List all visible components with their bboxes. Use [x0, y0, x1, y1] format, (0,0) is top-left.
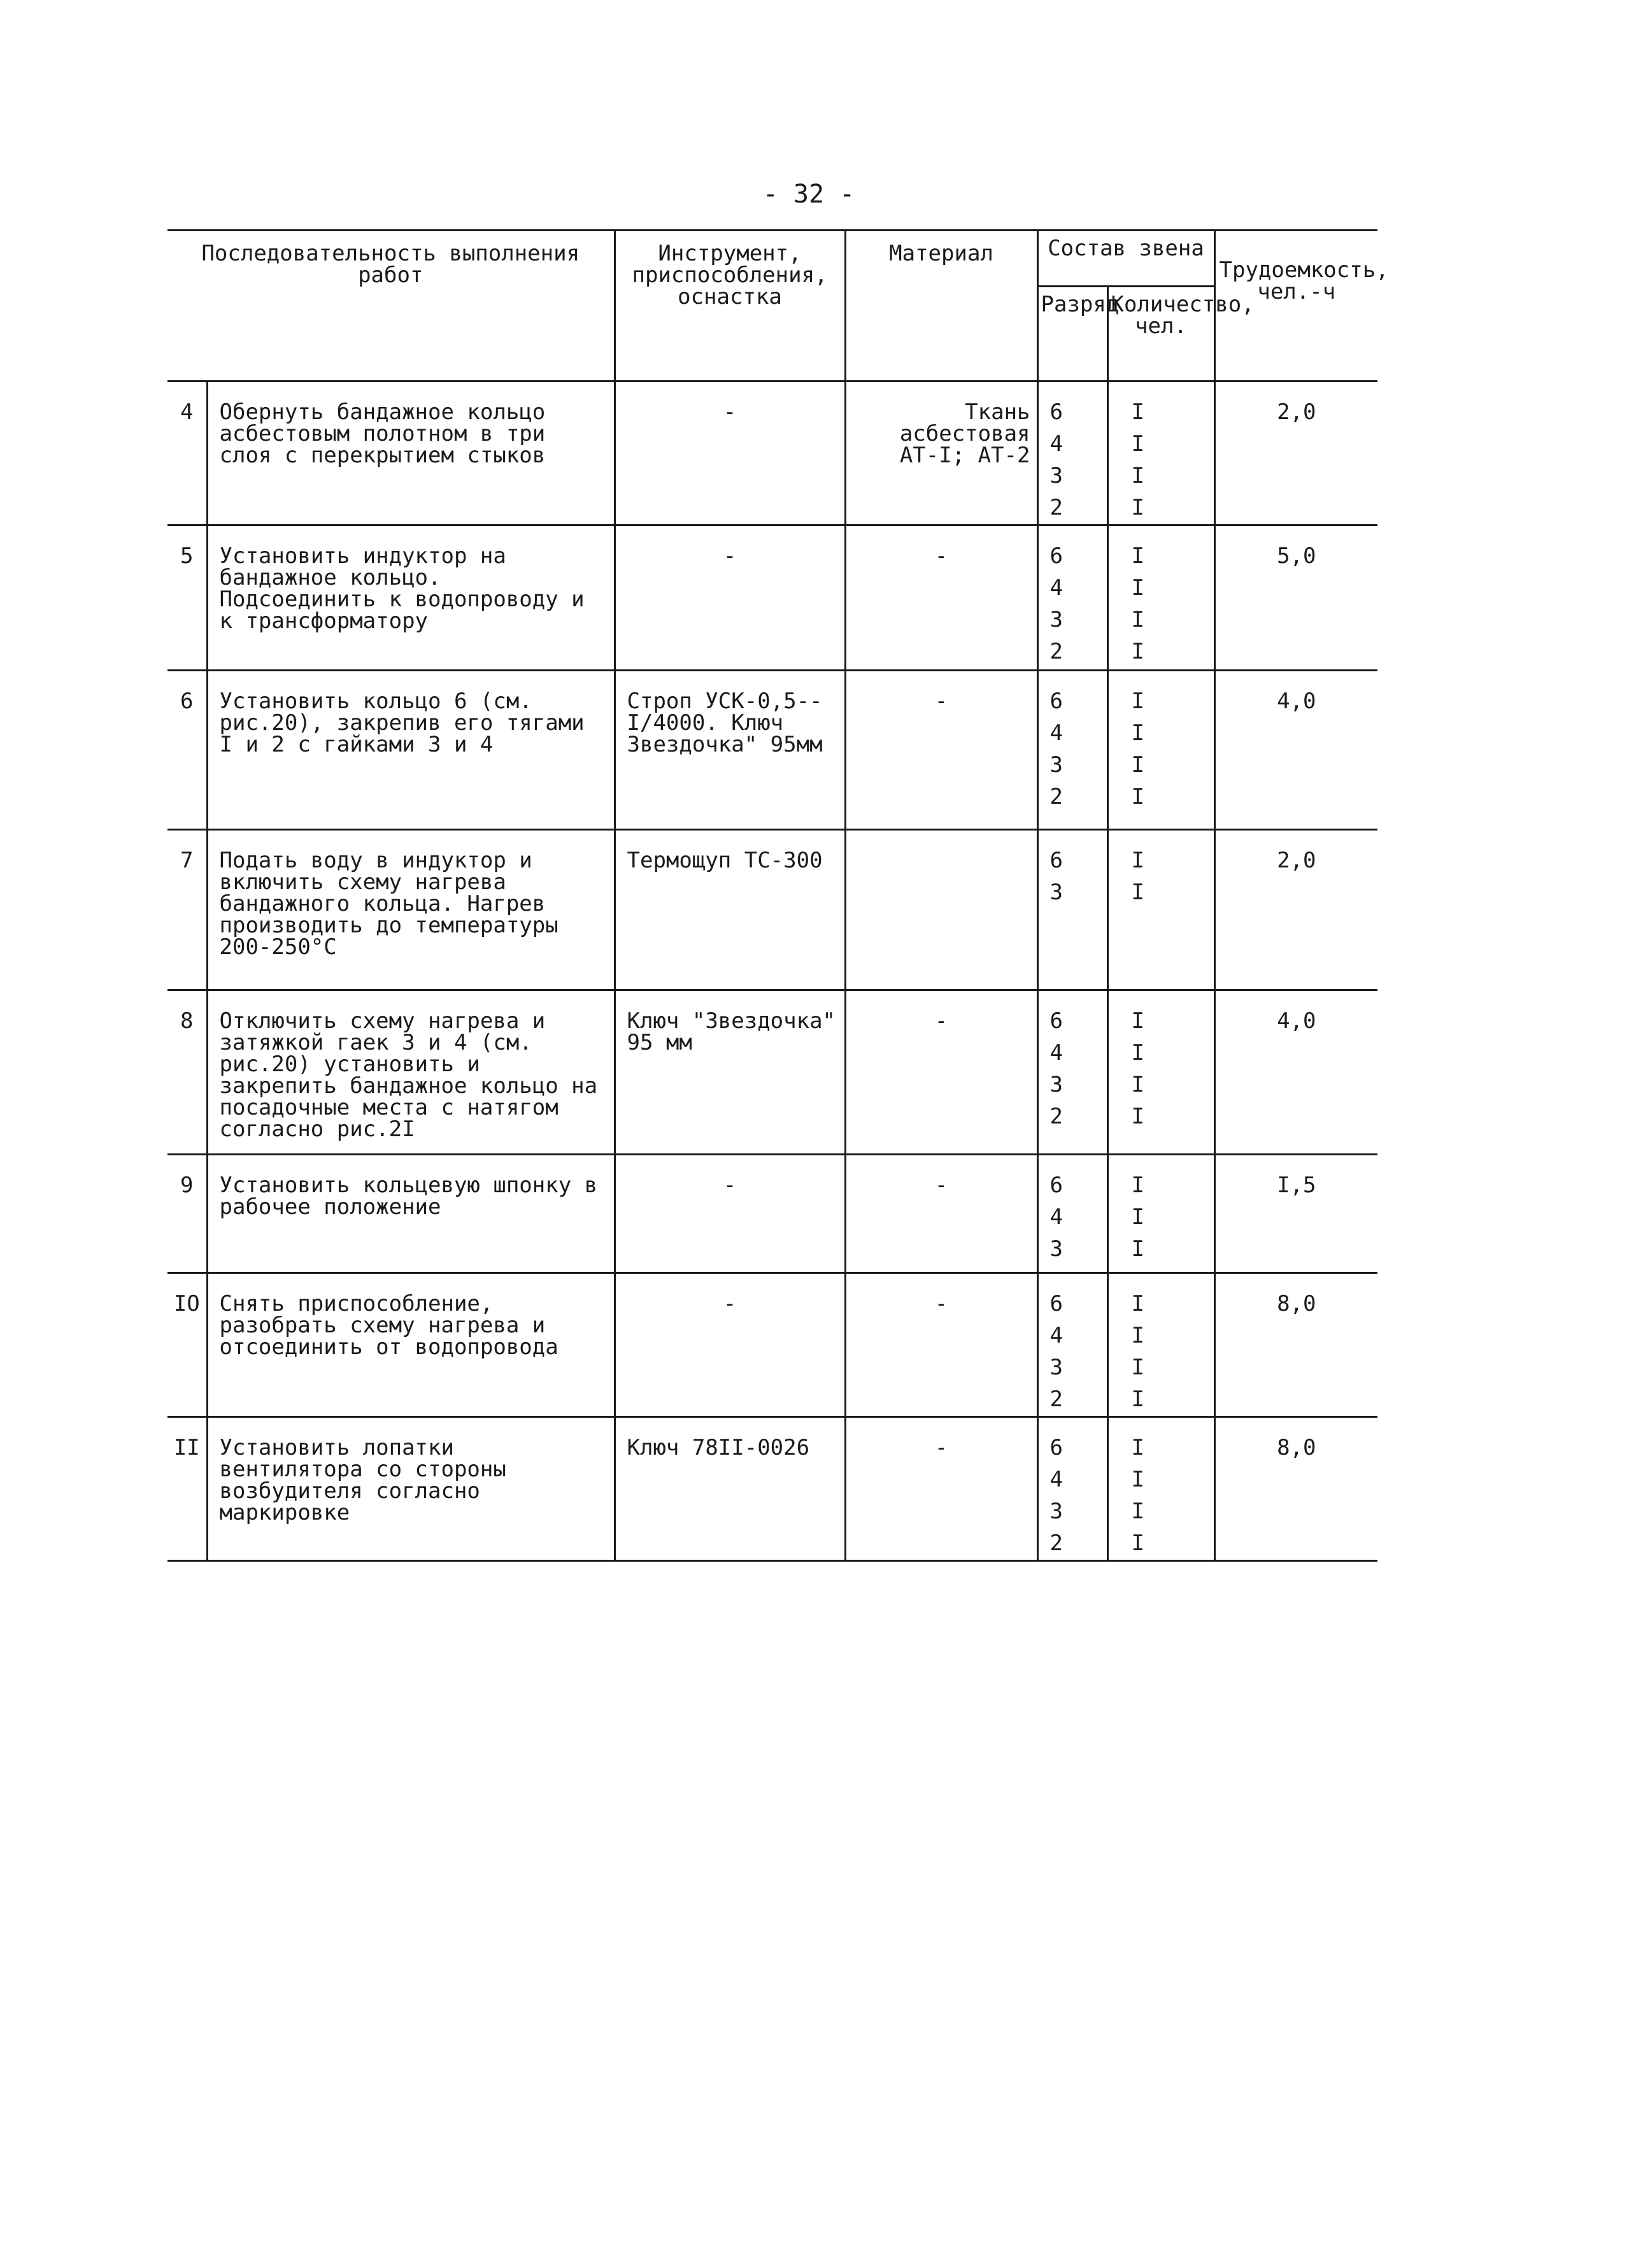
quantity-value: I: [1131, 688, 1144, 714]
quantity-value: I: [1131, 575, 1144, 601]
quantity-value: I: [1131, 848, 1144, 873]
header-tools: Инструмент, приспособления, оснастка: [615, 231, 845, 381]
grade-cell: [1037, 1273, 1107, 1417]
table-row: [167, 990, 1377, 1155]
work-description: Снять приспособление, разобрать схему нагрева и отсоединить от водопровода: [207, 1273, 615, 1417]
quantity-value: I: [1131, 1173, 1144, 1198]
labor-cell: 8,0: [1214, 1417, 1377, 1561]
work-description: Отключить схему нагрева и затяжкой гаек 3 и 4 (см. рис.20) установить и закрепить бандажное кольцо на посадочные места с натягом согласно рис.2I: [207, 990, 615, 1155]
grade-value: 3: [1049, 1499, 1063, 1524]
quantity-value: I: [1131, 1499, 1144, 1524]
quantity-value: I: [1131, 1072, 1144, 1097]
step-number: 4: [167, 382, 207, 525]
quantity-value: I: [1131, 399, 1144, 425]
table-row: [167, 525, 1377, 671]
material-cell: -: [845, 525, 1037, 671]
quantity-value: I: [1131, 1323, 1144, 1348]
grade-cell: [1037, 382, 1107, 525]
grade-value: 4: [1049, 431, 1063, 457]
table-row: [167, 1417, 1377, 1561]
labor-cell: 2,0: [1214, 382, 1377, 525]
quantity-value: I: [1131, 1204, 1144, 1230]
quantity-cell: [1107, 1417, 1214, 1561]
tool-cell: Термощуп ТС-300: [615, 830, 845, 990]
quantity-value: I: [1131, 1435, 1144, 1460]
step-number: 8: [167, 990, 207, 1155]
step-number: 5: [167, 525, 207, 671]
header-labor: Трудоемкость, чел.-ч: [1214, 231, 1377, 381]
quantity-value: I: [1131, 1530, 1144, 1556]
quantity-value: I: [1131, 1291, 1144, 1316]
quantity-value: I: [1131, 752, 1144, 778]
step-number: IO: [167, 1273, 207, 1417]
quantity-cell: [1107, 990, 1214, 1155]
quantity-value: I: [1131, 1236, 1144, 1262]
grade-cell: [1037, 990, 1107, 1155]
quantity-value: I: [1131, 431, 1144, 457]
work-description: Установить индуктор на бандажное кольцо. Подсоединить к водопроводу и к трансформатору: [207, 525, 615, 671]
quantity-value: I: [1131, 880, 1144, 905]
quantity-value: I: [1131, 720, 1144, 746]
quantity-value: I: [1131, 784, 1144, 809]
grade-value: 3: [1049, 752, 1063, 778]
grade-value: 3: [1049, 1236, 1063, 1262]
header-sequence: Последовательность выполнения работ: [201, 241, 580, 288]
quantity-value: I: [1131, 1040, 1144, 1066]
table-row: [167, 830, 1377, 990]
grade-value: 2: [1049, 495, 1063, 520]
quantity-cell: [1107, 1273, 1214, 1417]
grade-value: 4: [1049, 1467, 1063, 1492]
table-row: [167, 1273, 1377, 1417]
work-sequence-table: [167, 229, 1389, 1562]
grade-value: 2: [1049, 1387, 1063, 1412]
grade-value: 3: [1049, 1355, 1063, 1380]
quantity-value: I: [1131, 495, 1144, 520]
work-description: Установить лопатки вентилятора со стороны возбудителя согласно маркировке: [207, 1417, 615, 1561]
table-row: [167, 1155, 1377, 1273]
quantity-cell: [1107, 382, 1214, 525]
quantity-value: I: [1131, 1355, 1144, 1380]
grade-value: 6: [1049, 1291, 1063, 1316]
grade-value: 3: [1049, 607, 1063, 632]
grade-value: 3: [1049, 1072, 1063, 1097]
material-cell: -: [845, 1155, 1037, 1273]
quantity-cell: [1107, 525, 1214, 671]
quantity-cell: [1107, 830, 1214, 990]
page-number: - 32 -: [762, 180, 855, 209]
grade-cell: [1037, 830, 1107, 990]
grade-cell: [1037, 1417, 1107, 1561]
grade-value: 2: [1049, 784, 1063, 809]
work-description: Установить кольцо 6 (см. рис.20), закрепив его тягами I и 2 с гайками 3 и 4: [207, 671, 615, 830]
quantity-value: I: [1131, 543, 1144, 569]
labor-cell: 5,0: [1214, 525, 1377, 671]
quantity-value: I: [1131, 463, 1144, 489]
grade-value: 4: [1049, 1323, 1063, 1348]
header-grade: Разряд: [1037, 286, 1107, 380]
material-cell: -: [845, 1273, 1037, 1417]
quantity-value: I: [1131, 1008, 1144, 1034]
work-description: Обернуть бандажное кольцо асбестовым полотном в три слоя с перекрытием стыков: [207, 382, 615, 525]
header-team: Состав звена: [1037, 231, 1214, 287]
grade-cell: [1037, 1155, 1107, 1273]
tool-cell: Ключ "Звездочка" 95 мм: [615, 990, 845, 1155]
material-cell: -: [845, 1417, 1037, 1561]
grade-value: 6: [1049, 1008, 1063, 1034]
tool-cell: -: [615, 1273, 845, 1417]
grade-value: 4: [1049, 720, 1063, 746]
grade-value: 4: [1049, 1040, 1063, 1066]
labor-cell: 8,0: [1214, 1273, 1377, 1417]
quantity-value: I: [1131, 1104, 1144, 1129]
grade-value: 2: [1049, 639, 1063, 664]
grade-cell: [1037, 671, 1107, 830]
grade-value: 6: [1049, 399, 1063, 425]
quantity-value: I: [1131, 1467, 1144, 1492]
quantity-value: I: [1131, 639, 1144, 664]
header-material: Материал: [845, 231, 1037, 381]
tool-cell: Ключ 78II-0026: [615, 1417, 845, 1561]
tool-cell: -: [615, 1155, 845, 1273]
grade-value: 6: [1049, 848, 1063, 873]
quantity-value: I: [1131, 607, 1144, 632]
labor-cell: 4,0: [1214, 990, 1377, 1155]
material-cell: -: [845, 671, 1037, 830]
grade-value: 4: [1049, 575, 1063, 601]
step-number: 7: [167, 830, 207, 990]
table-row: [167, 671, 1377, 830]
tool-cell: -: [615, 382, 845, 525]
table-row: [167, 382, 1377, 525]
labor-cell: 4,0: [1214, 671, 1377, 830]
work-description: Подать воду в индуктор и включить схему нагрева бандажного кольца. Нагрев производить до температуры 200-250°С: [207, 830, 615, 990]
grade-cell: [1037, 525, 1107, 671]
labor-cell: I,5: [1214, 1155, 1377, 1273]
step-number: 9: [167, 1155, 207, 1273]
grade-value: 3: [1049, 463, 1063, 489]
quantity-value: I: [1131, 1387, 1144, 1412]
work-description: Установить кольцевую шпонку в рабочее положение: [207, 1155, 615, 1273]
grade-value: 6: [1049, 1173, 1063, 1198]
step-number: 6: [167, 671, 207, 830]
quantity-cell: [1107, 1155, 1214, 1273]
grade-value: 2: [1049, 1530, 1063, 1556]
material-cell: Ткань асбестовая АТ-I; АТ-2: [845, 382, 1037, 525]
step-number: II: [167, 1417, 207, 1561]
grade-value: 6: [1049, 688, 1063, 714]
tool-cell: Строп УСК-0,5--I/4000. Ключ Звездочка" 95мм: [615, 671, 845, 830]
header-quantity: Количество, чел.: [1107, 286, 1214, 380]
labor-cell: 2,0: [1214, 830, 1377, 990]
grade-value: 3: [1049, 880, 1063, 905]
quantity-cell: [1107, 671, 1214, 830]
material-cell: [845, 830, 1037, 990]
material-cell: -: [845, 990, 1037, 1155]
grade-value: 4: [1049, 1204, 1063, 1230]
tool-cell: -: [615, 525, 845, 671]
grade-value: 6: [1049, 543, 1063, 569]
grade-value: 6: [1049, 1435, 1063, 1460]
grade-value: 2: [1049, 1104, 1063, 1129]
